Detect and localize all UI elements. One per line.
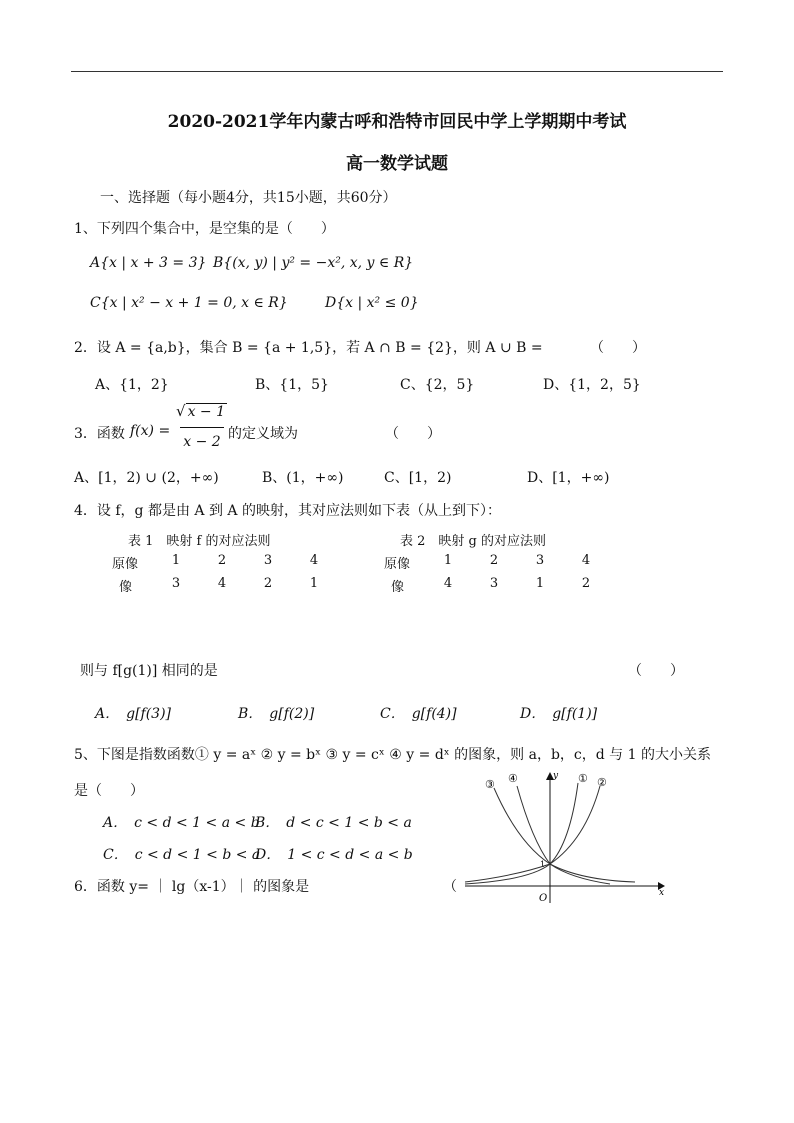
table-caption: 表 1 映射 f 的对应法则 xyxy=(128,534,271,549)
q2-option-c: C、{2，5} xyxy=(400,377,475,393)
table-cell: 1 xyxy=(443,553,453,568)
x-axis-label: x xyxy=(659,888,665,898)
q3-numerator-text: x − 1 xyxy=(187,404,225,420)
table-cell: 2 xyxy=(489,553,499,568)
fraction-bar xyxy=(180,427,224,428)
table-cell: 1 xyxy=(535,576,545,591)
q3-prefix: 3．函数 xyxy=(74,426,125,442)
row-label: 原像 xyxy=(384,557,411,572)
q6-paren: （ xyxy=(443,879,457,895)
row-label: 像 xyxy=(391,580,405,595)
q4-option-b: B． g[f(2)] xyxy=(238,706,315,722)
q2-paren: （ ） xyxy=(590,340,646,356)
table-caption: 表 2 映射 g 的对应法则 xyxy=(400,534,546,549)
q5-option-a: A． c < d < 1 < a < b xyxy=(103,815,260,831)
q2-stem: 2．设 A = {a,b}，集合 B = {a + 1,5}，若 A ∩ B = {2}，则 A ∪ B = xyxy=(74,340,543,356)
q3-option-a: A、[1，2) ∪ (2，+∞) xyxy=(74,470,219,486)
table-cell: 1 xyxy=(309,576,319,591)
q4-option-d: D． g[f(1)] xyxy=(520,706,598,722)
q3-paren: （ ） xyxy=(385,426,441,442)
q1-option-b: B{(x, y) | y² = −x², x, y ∈ R} xyxy=(213,255,414,271)
table-cell: 4 xyxy=(443,576,453,591)
curve-3 xyxy=(494,788,635,882)
q3-numerator: √ x − 1 xyxy=(176,402,225,420)
table-cell: 3 xyxy=(535,553,545,568)
table-cell: 2 xyxy=(217,553,227,568)
table-cell: 3 xyxy=(489,576,499,591)
q5-option-c: C． c < d < 1 < b < a xyxy=(103,847,261,863)
table-cell: 2 xyxy=(581,576,591,591)
table-cell: 4 xyxy=(217,576,227,591)
y-axis-label: y xyxy=(553,771,559,781)
exam-subtitle: 高一数学试题 xyxy=(346,154,448,174)
curve-label-2: ② xyxy=(597,776,607,789)
curve-1 xyxy=(465,783,578,882)
q3-func: f(x) = xyxy=(130,423,171,439)
section-heading: 一、选择题（每小题4分，共15小题，共60分） xyxy=(100,190,397,206)
q3-suffix: 的定义域为 xyxy=(228,426,298,442)
q3-option-d: D、[1，+∞) xyxy=(527,470,610,486)
table-cell: 2 xyxy=(263,576,273,591)
q4-ask: 则与 f[g(1)] 相同的是 xyxy=(80,663,218,679)
q1-stem: 1、下列四个集合中，是空集的是（ ） xyxy=(74,221,335,237)
q4-option-a: A． g[f(3)] xyxy=(95,706,172,722)
q5-stem-line2: 是（ ） xyxy=(74,783,144,799)
q4-paren: （ ） xyxy=(628,663,684,679)
q4-stem: 4．设 f，g 都是由 A 到 A 的映射，其对应法则如下表（从上到下）： xyxy=(74,503,501,519)
q3-denominator: x − 2 xyxy=(183,434,221,450)
curve-label-1: ① xyxy=(578,772,588,785)
q1-option-d: D{x | x² ≤ 0} xyxy=(325,295,419,311)
origin-label: O xyxy=(539,893,548,904)
exponential-graph xyxy=(460,768,670,908)
q2-option-b: B、{1，5} xyxy=(255,377,329,393)
exam-title: 2020-2021学年内蒙古呼和浩特市回民中学上学期期中考试 xyxy=(167,112,627,132)
table-cell: 3 xyxy=(263,553,273,568)
q4-option-c: C． g[f(4)] xyxy=(380,706,457,722)
q3-option-b: B、(1，+∞) xyxy=(262,470,344,486)
table-cell: 1 xyxy=(171,553,181,568)
row-label: 像 xyxy=(119,580,133,595)
table-cell: 3 xyxy=(171,576,181,591)
q2-option-d: D、{1，2，5} xyxy=(543,377,641,393)
header-rule xyxy=(71,71,723,72)
q2-option-a: A、{1，2} xyxy=(95,377,169,393)
q1-option-c: C{x | x² − x + 1 = 0, x ∈ R} xyxy=(90,295,288,311)
q3-option-c: C、[1，2) xyxy=(384,470,452,486)
curve-label-4: ④ xyxy=(508,772,518,785)
q5-option-d: D． 1 < c < d < a < b xyxy=(255,847,413,863)
q1-option-a: A{x | x + 3 = 3} xyxy=(90,255,207,271)
table-cell: 4 xyxy=(581,553,591,568)
one-label: 1 xyxy=(540,860,546,869)
q5-option-b: B． d < c < 1 < b < a xyxy=(255,815,412,831)
curve-label-3: ③ xyxy=(485,778,495,791)
q6-stem: 6．函数 y= ｜ lg（x-1）｜ 的图象是 xyxy=(74,879,310,895)
table-cell: 4 xyxy=(309,553,319,568)
q5-stem-line1: 5、下图是指数函数① y = aˣ ② y = bˣ ③ y = cˣ ④ y = dˣ 的图象，则 a，b，c，d 与 1 的大小关系 xyxy=(74,747,711,763)
row-label: 原像 xyxy=(112,557,139,572)
